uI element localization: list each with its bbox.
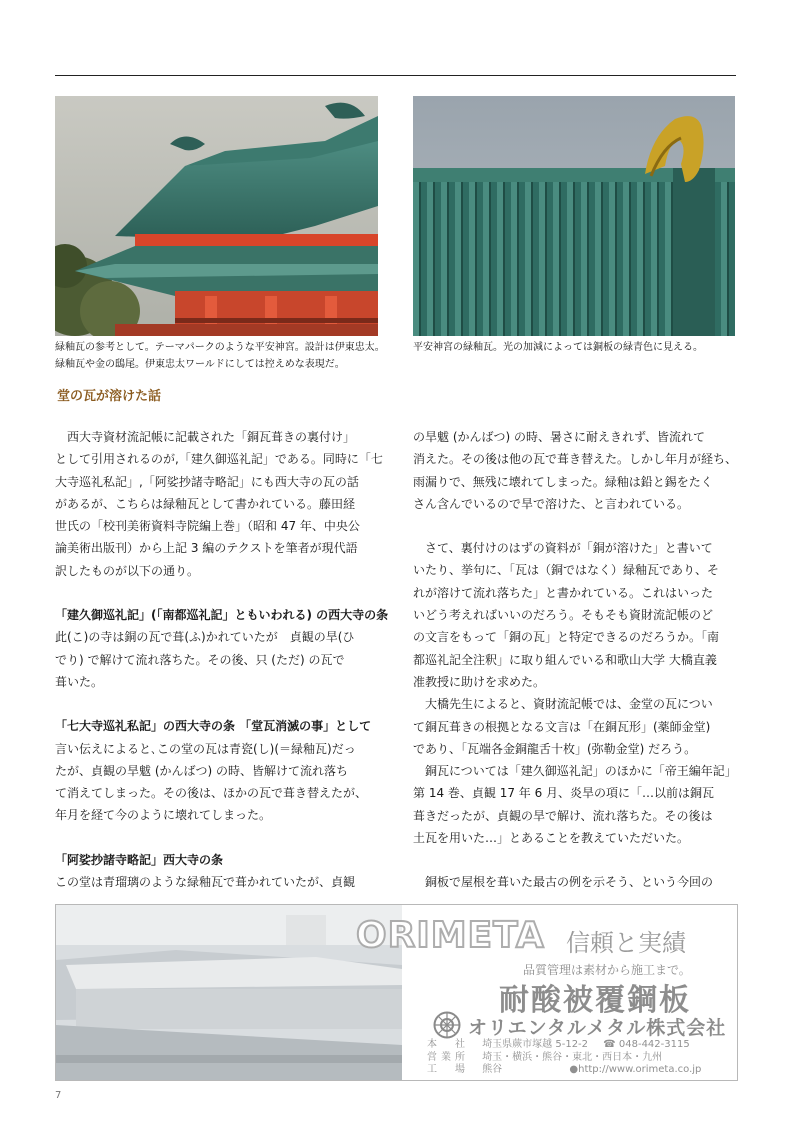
ad-info-row (427, 1064, 701, 1077)
ad-tagline: 品質管理は素材から施工まで。 (523, 963, 691, 977)
heian-shrine-roof-tiles-photo (413, 96, 735, 336)
ad-info-row (427, 1052, 701, 1065)
text-line: 雨漏りで、無残に壊れてしまった。緑釉は鉛と錫をたく (413, 474, 713, 489)
factory-aerial-photo (56, 905, 402, 1080)
text-line: の旱魃 (かんばつ) の時、暑さに耐えきれず、皆流れて (413, 430, 706, 444)
text-line: 准教授に助けを求めた。 (413, 674, 546, 689)
text-line: 銅瓦については「建久御巡礼記」のほかに「帝王編年記」 (413, 764, 737, 779)
source-heading: 「建久御巡礼記」(「南都巡礼記」ともいわれる) の西大寺の条 (55, 608, 389, 623)
ad-info-label: 本 社 (427, 1039, 469, 1050)
left-photo-caption (55, 339, 385, 373)
text-line: 第 14 巻、貞観 17 年 6 月、炎旱の項に「…以前は銅瓦 (413, 786, 715, 801)
text-line: この堂は青瑠璃のような緑釉瓦で葺かれていたが、貞観 (55, 875, 356, 890)
page-number: 7 (55, 1090, 62, 1101)
heian-shrine-pavilion-photo (55, 96, 378, 336)
orimeta-advertisement (55, 904, 738, 1081)
text-line: て消えてしまった。その後は、ほかの瓦で葺き替えたが、 (55, 786, 368, 801)
text-line: であり、「瓦端各金銅龍舌十枚」(弥勒金堂) だろう。 (413, 741, 697, 756)
ad-phone: ☎ 048-442-3115 (603, 1039, 690, 1050)
ad-slogan: 信頼と実績 (566, 929, 686, 957)
text-line: 言い伝えによると､この堂の瓦は青瓷(し)(＝緑釉瓦)だっ (55, 741, 356, 756)
text-line: 銅板で屋根を葺いた最古の例を示そう、という今回の (413, 875, 714, 890)
text-line: さん含んでいるので旱で溶けた、と言われている。 (413, 496, 690, 511)
text-line: 都巡礼記全注釈」に取り組んでいる和歌山大学 大橋直義 (413, 652, 717, 667)
paragraph-gap (55, 693, 378, 715)
text-line: たが、貞観の旱魃 (かんばつ) の時、皆解けて流れ落ち (55, 763, 348, 778)
text-line: れが溶けて流れ落ちた」と書かれている。これはいった (413, 585, 714, 600)
ad-company-name: オリエンタルメタル株式会社 (468, 1017, 727, 1039)
text-line: があるが、こちらは緑釉瓦として書かれている。藤田経 (55, 496, 356, 511)
right-text-column (413, 426, 738, 894)
text-line: 訳したものが以下の通り。 (55, 563, 200, 578)
ad-info-value: 熊谷 (482, 1064, 503, 1075)
text-line: 此(こ)の寺は銅の瓦で葺(ふ)かれていたが 貞観の旱(ひ (55, 630, 355, 645)
text-line: 消えた。その後は他の瓦で葺き替えた。しかし年月が経ち、 (413, 452, 738, 467)
section-heading: 堂の瓦が溶けた話 (57, 389, 162, 404)
ad-info-label: 営業所 (427, 1051, 469, 1063)
text-line: 年月を経て今のように壊れてしまった。 (55, 808, 272, 823)
text-line: 土瓦を用いた…」とあることを教えていただいた。 (413, 831, 690, 846)
text-line: さて、裏付けのはずの資料が「銅が溶けた」と書いて (413, 541, 713, 556)
text-line: いどう考えればいいのだろう。そもそも資財流記帳のど (413, 608, 714, 623)
paragraph-gap (55, 582, 378, 604)
paragraph-gap (413, 515, 735, 537)
source-heading: 「七大寺巡礼私記」の西大寺の条 「堂瓦消滅の事」として (55, 719, 372, 734)
text-line: いたり、挙句に、「瓦は（銅ではなく）緑釉瓦であり、そ (413, 563, 720, 578)
ad-info-row (427, 1039, 701, 1052)
text-line: 論美術出版刊）から上記 3 編のテクストを筆者が現代語 (55, 541, 358, 556)
text-line: て銅瓦葺きの根拠となる文言は「在銅瓦形」(薬師金堂) (413, 719, 711, 734)
text-line: 世氏の「校刊美術資料寺院編上巻」（昭和 47 年、中央公 (55, 519, 360, 534)
orimeta-brand-logo: ORIMETA (356, 915, 545, 956)
top-rule (55, 75, 736, 76)
paragraph-gap (413, 849, 735, 871)
right-photo-caption: 平安神宮の緑釉瓦。光の加減によっては銅板の緑青色に見える。 (413, 342, 703, 353)
text-line: として引用されるのが,「建久御巡礼記」である。同時に「七 (55, 452, 383, 467)
ad-product-name: 耐酸被覆鋼板 (499, 983, 691, 1018)
ad-info-label: 工 場 (427, 1064, 469, 1075)
ad-info-value: 埼玉・横浜・熊谷・東北・西日本・九州 (482, 1051, 663, 1063)
text-line: 大寺巡礼私記」,「阿娑抄諸寺略記」にも西大寺の瓦の話 (55, 474, 359, 489)
text-line: 西大寺資材流記帳に記載された「銅瓦葺きの裏付け」 (55, 430, 356, 444)
paragraph-gap (55, 827, 378, 849)
ad-info-value: 埼玉県蕨市塚越 5-12-2 (482, 1039, 589, 1050)
left-text-column (55, 426, 389, 893)
text-line: 葺きだったが、貞観の旱で解け、流れ落ちた。その後は (413, 808, 713, 823)
text-line: でり) で解けて流れ落ちた。その後、只 (ただ) の瓦で (55, 652, 345, 667)
text-line: 大橋先生によると、資財流記帳では、金堂の瓦につい (413, 697, 713, 712)
ad-website: ●http://www.orimeta.co.jp (569, 1064, 702, 1075)
source-heading: 「阿娑抄諸寺略記」西大寺の条 (55, 852, 224, 867)
text-line: の文言をもって「銅の瓦」と特定できるのだろうか。「南 (413, 630, 720, 645)
ad-contact-info (427, 1039, 701, 1077)
left-caption-line-1: 緑釉瓦の参考として。テーマパークのような平安神宮。設計は伊東忠太。 (55, 342, 385, 353)
text-line: 葺いた。 (55, 674, 104, 689)
company-emblem-icon (433, 1011, 461, 1039)
left-caption-line-2: 緑釉瓦や金の鴟尾。伊東忠太ワールドにしては控えめな表現だ。 (55, 359, 345, 370)
